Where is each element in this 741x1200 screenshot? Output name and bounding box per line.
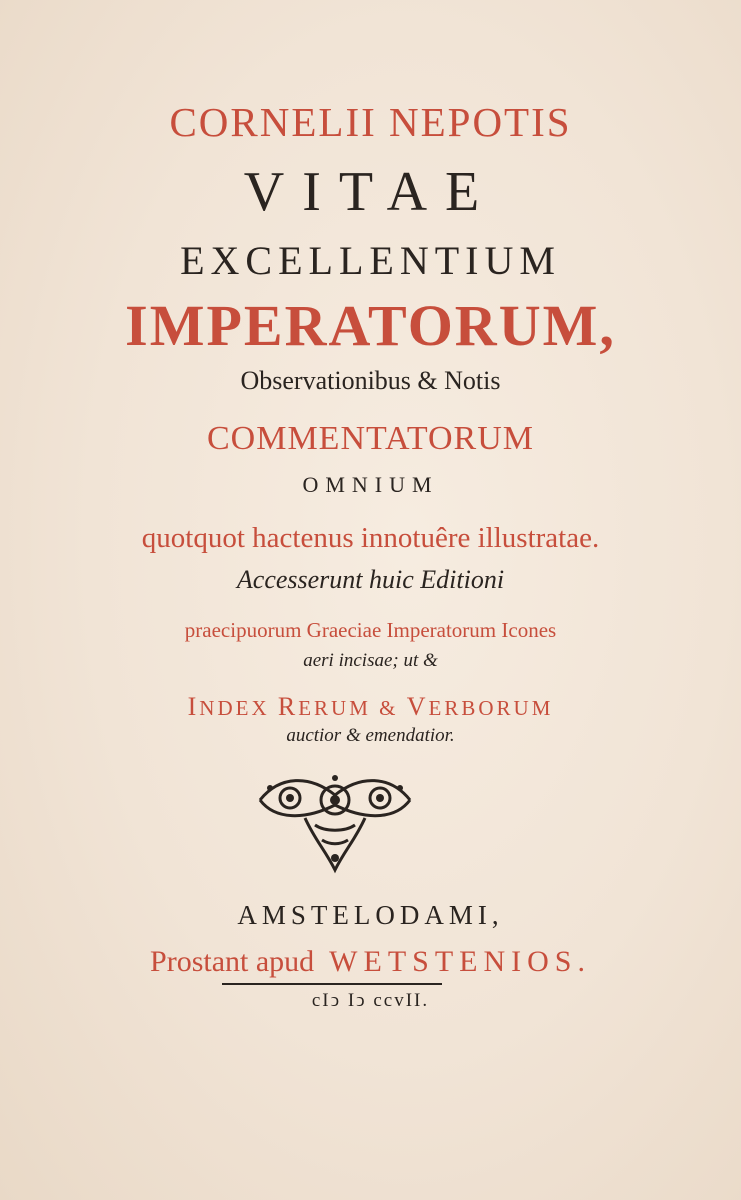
imprint-date-line: cIↄ Iↄ ccvII. — [311, 990, 430, 1011]
additions-accesserunt-line: Accesserunt huic Editioni — [236, 565, 505, 594]
index-initial: I — [187, 692, 200, 721]
imprint-rule-divider — [222, 983, 442, 985]
author-title-line: CORNELII NEPOTIS — [169, 99, 572, 145]
rerum-rest: ERUM & — [298, 696, 407, 720]
verborum-rest: ERBORUM — [428, 696, 554, 720]
publisher-name: WETSTENIOS. — [329, 945, 591, 978]
verborum-initial: V — [406, 692, 429, 721]
title-imperatorum-line: IMPERATORUM, — [125, 293, 616, 358]
prostant-apud: Prostant apud — [150, 945, 315, 978]
rerum-initial: R — [277, 692, 299, 721]
title-excellentium-line: EXCELLENTIUM — [180, 238, 561, 283]
index-rest: NDEX — [199, 696, 278, 720]
subtitle-observationibus-line: Observationibus & Notis — [240, 366, 501, 395]
additions-icones-line: praecipuorum Graeciae Imperatorum Icones — [184, 618, 557, 642]
subtitle-commentatorum-line: COMMENTATORUM — [206, 420, 535, 457]
additions-auctior-line: auctior & emendatior. — [286, 725, 455, 746]
title-vitae-line: VITAE — [243, 161, 498, 223]
subtitle-omnium-line: OMNIUM — [302, 472, 439, 497]
additions-aeri-line: aeri incisae; ut & — [303, 650, 438, 671]
additions-index-line — [0, 692, 741, 722]
printers-ornament-icon — [250, 770, 420, 880]
imprint-city-line: AMSTELODAMI, — [237, 900, 504, 930]
subtitle-illustratae-line: quotquot hactenus innotuêre illustratae. — [141, 522, 600, 554]
imprint-publisher-line — [0, 945, 741, 979]
